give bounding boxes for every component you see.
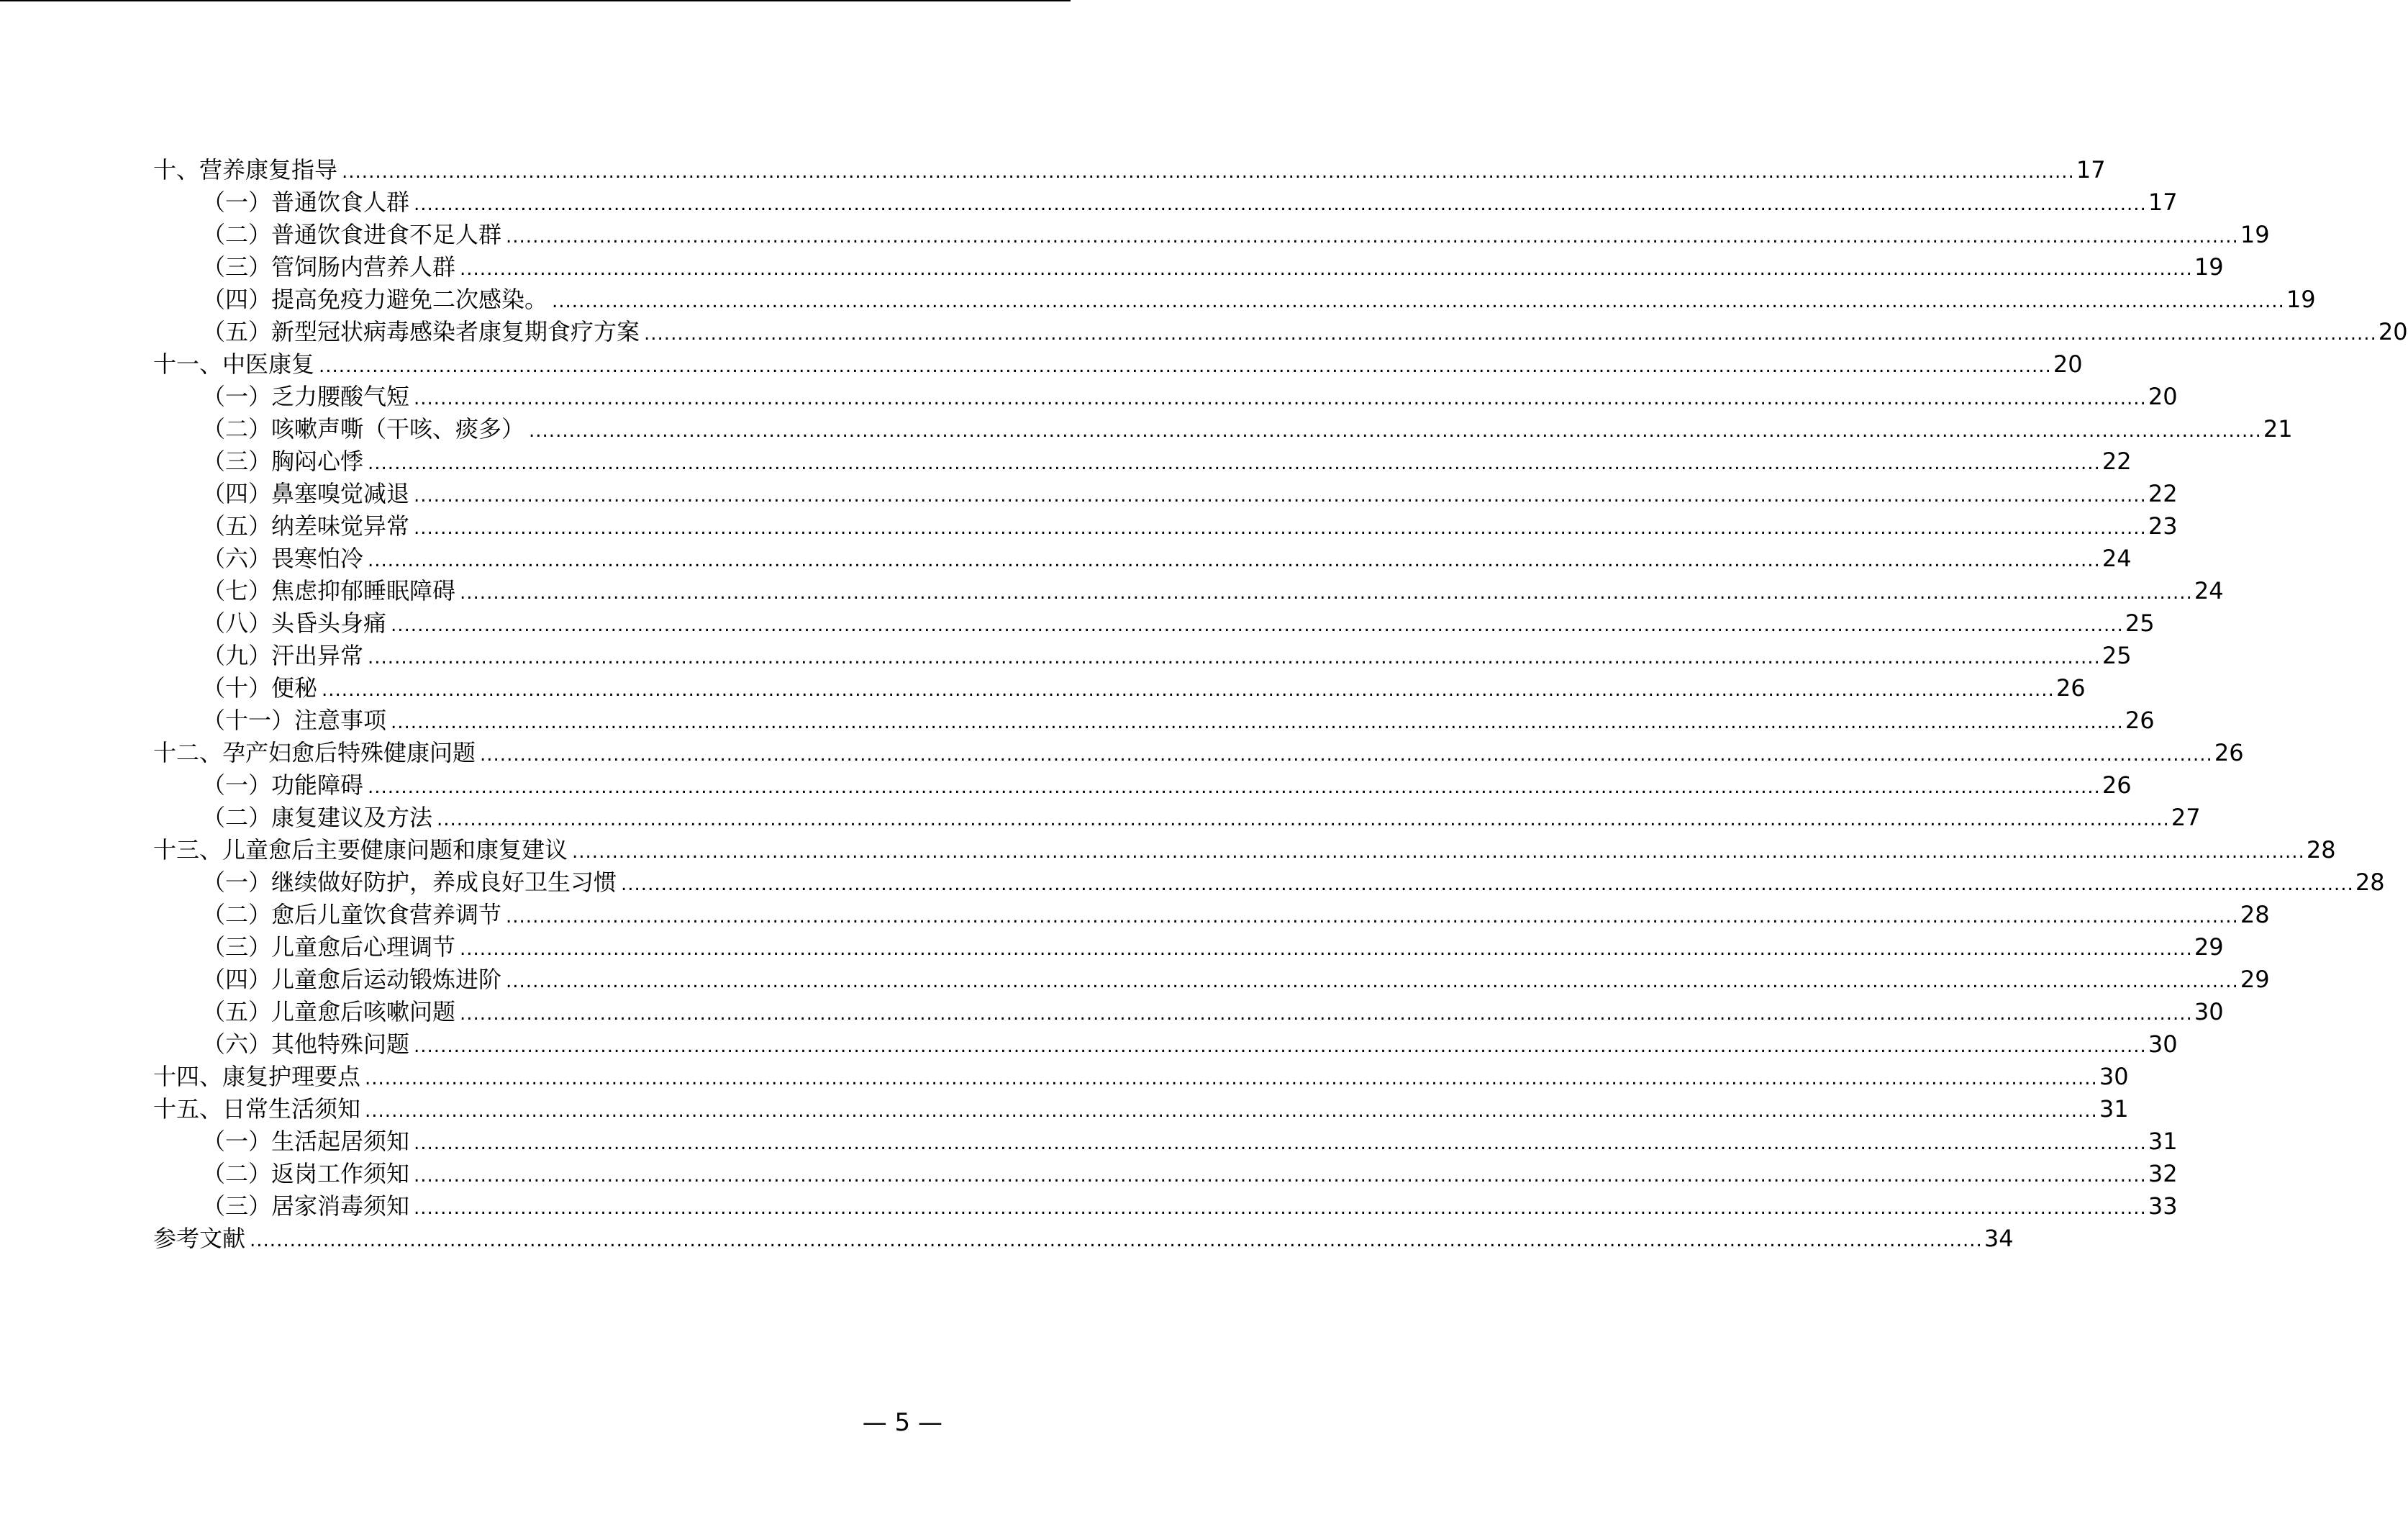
toc-entry-page-number: 25 — [2125, 609, 2155, 637]
toc-entry[interactable] — [153, 316, 2408, 348]
toc-dot-leader: .................................................................................................................................................................................................................................................................... — [368, 453, 2101, 474]
toc-entry-page-number: 21 — [2263, 415, 2293, 443]
toc-entry[interactable] — [153, 1125, 2178, 1158]
toc-entry[interactable] — [153, 931, 2224, 964]
toc-entry[interactable] — [153, 186, 2178, 219]
toc-entry-title: 十、营养康复指导 — [153, 156, 338, 183]
toc-dot-leader: .................................................................................................................................................................................................................................................................... — [368, 550, 2101, 571]
toc-entry[interactable] — [153, 996, 2224, 1028]
toc-dot-leader: .................................................................................................................................................................................................................................................................... — [621, 874, 2354, 895]
toc-entry[interactable] — [153, 478, 2178, 510]
toc-dot-leader: .................................................................................................................................................................................................................................................................... — [460, 1003, 2193, 1025]
toc-entry-page-number: 28 — [2355, 869, 2385, 896]
toc-entry[interactable] — [153, 381, 2178, 413]
toc-dot-leader: .................................................................................................................................................................................................................................................................... — [460, 258, 2193, 280]
toc-entry-title: （十一）注意事项 — [202, 707, 387, 734]
toc-dot-leader: .................................................................................................................................................................................................................................................................... — [414, 194, 2147, 215]
toc-entry-page-number: 32 — [2148, 1160, 2178, 1187]
toc-entry[interactable] — [153, 672, 2086, 704]
toc-dot-leader: .................................................................................................................................................................................................................................................................... — [391, 615, 2124, 636]
toc-entry-page-number: 19 — [2240, 221, 2270, 248]
toc-entry-page-number: 19 — [2194, 253, 2224, 281]
toc-dot-leader: .................................................................................................................................................................................................................................................................... — [365, 1068, 2098, 1089]
toc-entry-title: （五）新型冠状病毒感染者康复期食疗方案 — [202, 318, 640, 345]
toc-entry[interactable] — [153, 251, 2224, 284]
toc-entry[interactable] — [153, 1190, 2178, 1223]
toc-entry-page-number: 26 — [2214, 739, 2244, 766]
toc-entry-title: （二）愈后儿童饮食营养调节 — [202, 901, 502, 928]
toc-dot-leader: .................................................................................................................................................................................................................................................................... — [368, 647, 2101, 668]
toc-entry-title: 参考文献 — [153, 1225, 246, 1252]
toc-entry-page-number: 22 — [2148, 480, 2178, 507]
toc-entry[interactable] — [153, 640, 2132, 672]
toc-dot-leader: .................................................................................................................................................................................................................................................................... — [414, 1165, 2147, 1187]
toc-entry-page-number: 25 — [2102, 642, 2132, 669]
toc-entry-page-number: 30 — [2194, 998, 2224, 1025]
toc-entry-title: （三）居家消毒须知 — [202, 1192, 410, 1220]
toc-entry-title: （二）咳嗽声嘶（干咳、痰多） — [202, 415, 525, 443]
toc-dot-leader: .................................................................................................................................................................................................................................................................... — [480, 744, 2213, 766]
toc-entry-title: （二）返岗工作须知 — [202, 1160, 410, 1187]
toc-entry[interactable] — [153, 1093, 2129, 1125]
toc-entry-title: （一）普通饮食人群 — [202, 189, 410, 216]
toc-entry-page-number: 28 — [2306, 836, 2336, 863]
toc-entry[interactable] — [153, 704, 2155, 737]
toc-entry-page-number: 29 — [2194, 933, 2224, 961]
toc-entry-title: （五）纳差味觉异常 — [202, 512, 410, 540]
toc-dot-leader: .................................................................................................................................................................................................................................................................... — [506, 971, 2239, 992]
toc-entry[interactable] — [153, 1223, 2014, 1255]
toc-entry[interactable] — [153, 769, 2132, 802]
toc-dot-leader: .................................................................................................................................................................................................................................................................... — [572, 841, 2305, 863]
toc-dot-leader: .................................................................................................................................................................................................................................................................... — [460, 938, 2193, 960]
toc-entry[interactable] — [153, 964, 2270, 996]
toc-entry-title: 十二、孕产妇愈后特殊健康问题 — [153, 739, 476, 766]
toc-entry[interactable] — [153, 219, 2270, 251]
toc-dot-leader: .................................................................................................................................................................................................................................................................... — [437, 809, 2170, 830]
toc-entry-page-number: 26 — [2125, 707, 2155, 734]
toc-entry-title: （六）其他特殊问题 — [202, 1030, 410, 1058]
toc-entry[interactable] — [153, 510, 2178, 543]
toc-entry-title: 十四、康复护理要点 — [153, 1063, 361, 1090]
toc-entry-title: （三）胸闷心悸 — [202, 448, 364, 475]
toc-dot-leader: .................................................................................................................................................................................................................................................................... — [319, 355, 2052, 377]
toc-dot-leader: .................................................................................................................................................................................................................................................................... — [414, 1133, 2147, 1154]
toc-entry-page-number: 24 — [2102, 545, 2132, 572]
toc-dot-leader: .................................................................................................................................................................................................................................................................... — [644, 323, 2377, 345]
toc-entry-title: 十三、儿童愈后主要健康问题和康复建议 — [153, 836, 568, 863]
toc-entry-page-number: 22 — [2102, 448, 2132, 475]
page-number: — 5 — — [862, 1408, 942, 1437]
toc-entry[interactable] — [153, 445, 2132, 478]
toc-entry-page-number: 31 — [2148, 1128, 2178, 1155]
toc-entry-page-number: 17 — [2148, 189, 2178, 216]
toc-dot-leader: .................................................................................................................................................................................................................................................................... — [506, 226, 2239, 248]
toc-entry-title: （五）儿童愈后咳嗽问题 — [202, 998, 456, 1025]
toc-entry-title: （四）鼻塞嗅觉减退 — [202, 480, 410, 507]
toc-entry-page-number: 17 — [2076, 156, 2106, 183]
toc-entry[interactable] — [153, 607, 2155, 640]
toc-entry-page-number: 34 — [1984, 1225, 2014, 1252]
toc-entry-title: （三）管饲肠内营养人群 — [202, 253, 456, 281]
toc-dot-leader: .................................................................................................................................................................................................................................................................... — [250, 1230, 1983, 1251]
toc-dot-leader: .................................................................................................................................................................................................................................................................... — [414, 388, 2147, 409]
toc-dot-leader: .................................................................................................................................................................................................................................................................... — [414, 1197, 2147, 1219]
toc-dot-leader: .................................................................................................................................................................................................................................................................... — [342, 161, 2075, 183]
toc-dot-leader: .................................................................................................................................................................................................................................................................... — [322, 679, 2055, 701]
top-border-line — [0, 0, 1071, 1]
toc-entry[interactable] — [153, 737, 2244, 769]
toc-dot-leader: .................................................................................................................................................................................................................................................................... — [414, 517, 2147, 539]
toc-dot-leader: .................................................................................................................................................................................................................................................................... — [365, 1100, 2098, 1122]
toc-entry[interactable] — [153, 413, 2293, 445]
toc-entry-page-number: 20 — [2053, 350, 2083, 378]
toc-entry[interactable] — [153, 1028, 2178, 1061]
toc-entry[interactable] — [153, 543, 2132, 575]
toc-entry-page-number: 31 — [2099, 1095, 2129, 1123]
toc-entry-title: （二）康复建议及方法 — [202, 804, 433, 831]
toc-entry-page-number: 33 — [2148, 1192, 2178, 1220]
table-of-contents — [153, 154, 2408, 1255]
toc-entry[interactable] — [153, 575, 2224, 607]
toc-dot-leader: .................................................................................................................................................................................................................................................................... — [460, 582, 2193, 604]
toc-entry-page-number: 20 — [2148, 383, 2178, 410]
toc-dot-leader: .................................................................................................................................................................................................................................................................... — [506, 906, 2239, 928]
toc-entry-page-number: 29 — [2240, 966, 2270, 993]
toc-entry[interactable] — [153, 834, 2336, 866]
toc-entry-title: （一）生活起居须知 — [202, 1128, 410, 1155]
toc-entry-page-number: 28 — [2240, 901, 2270, 928]
toc-entry-title: （七）焦虑抑郁睡眠障碍 — [202, 577, 456, 604]
toc-entry[interactable] — [153, 899, 2270, 931]
toc-dot-leader: .................................................................................................................................................................................................................................................................... — [391, 712, 2124, 733]
toc-dot-leader: .................................................................................................................................................................................................................................................................... — [368, 776, 2101, 798]
toc-entry[interactable] — [153, 154, 2106, 186]
toc-entry-title: （一）继续做好防护，养成良好卫生习惯 — [202, 869, 617, 896]
toc-entry-page-number: 19 — [2286, 286, 2316, 313]
toc-entry[interactable] — [153, 1061, 2129, 1093]
toc-entry-page-number: 30 — [2099, 1063, 2129, 1090]
toc-entry-title: （四）提高免疫力避免二次感染。 — [202, 286, 548, 313]
toc-dot-leader: .................................................................................................................................................................................................................................................................... — [529, 420, 2262, 442]
toc-entry-title: （一）功能障碍 — [202, 771, 364, 799]
toc-entry[interactable] — [153, 866, 2385, 899]
toc-entry[interactable] — [153, 1158, 2178, 1190]
toc-entry-page-number: 26 — [2055, 674, 2086, 702]
toc-dot-leader: .................................................................................................................................................................................................................................................................... — [552, 291, 2285, 312]
toc-entry-page-number: 30 — [2148, 1030, 2178, 1058]
toc-dot-leader: .................................................................................................................................................................................................................................................................... — [414, 485, 2147, 507]
toc-entry[interactable] — [153, 284, 2316, 316]
toc-entry-title: （三）儿童愈后心理调节 — [202, 933, 456, 961]
toc-entry-page-number: 23 — [2148, 512, 2178, 540]
toc-entry[interactable] — [153, 802, 2201, 834]
toc-entry-title: （六）畏寒怕冷 — [202, 545, 364, 572]
toc-entry[interactable] — [153, 348, 2083, 381]
toc-entry-title: （四）儿童愈后运动锻炼进阶 — [202, 966, 502, 993]
toc-entry-title: 十一、中医康复 — [153, 350, 315, 378]
toc-entry-title: （十）便秘 — [202, 674, 318, 702]
toc-entry-title: 十五、日常生活须知 — [153, 1095, 361, 1123]
toc-entry-title: （二）普通饮食进食不足人群 — [202, 221, 502, 248]
toc-entry-title: （一）乏力腰酸气短 — [202, 383, 410, 410]
toc-entry-page-number: 26 — [2102, 771, 2132, 799]
toc-dot-leader: .................................................................................................................................................................................................................................................................... — [414, 1035, 2147, 1057]
toc-entry-page-number: 24 — [2194, 577, 2224, 604]
toc-entry-page-number: 27 — [2171, 804, 2201, 831]
toc-entry-title: （九）汗出异常 — [202, 642, 364, 669]
toc-entry-title: （八）头昏头身痛 — [202, 609, 387, 637]
toc-entry-page-number: 20 — [2378, 318, 2408, 345]
